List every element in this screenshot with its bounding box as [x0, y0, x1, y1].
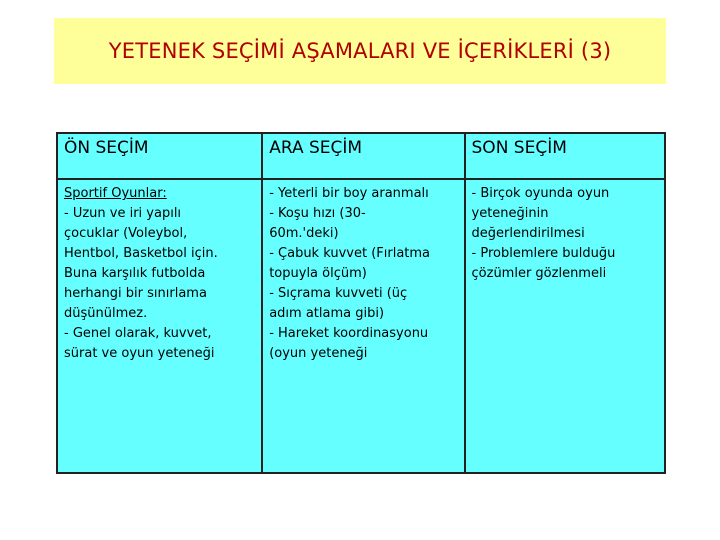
- cell-line: sürat ve oyun yeteneği: [64, 346, 215, 361]
- cell-line: - Problemlere bulduğu: [471, 246, 616, 261]
- cell-son-secim: [465, 179, 665, 473]
- cell-line: herhangi bir sınırlama: [64, 286, 207, 301]
- header-cell-ara-secim: ARA SEÇİM: [262, 133, 464, 179]
- cell-line: topuyla ölçüm): [269, 266, 367, 281]
- slide-title: YETENEK SEÇİMİ AŞAMALARI VE İÇERİKLERİ (3): [108, 39, 612, 63]
- cell-line: 60m.'deki): [269, 226, 339, 241]
- cell-line: - Uzun ve iri yapılı: [64, 206, 182, 221]
- cell-ara-secim: [262, 179, 464, 473]
- cell-line: - Genel olarak, kuvvet,: [64, 326, 212, 341]
- table-body-row: [57, 179, 665, 473]
- header-cell-on-secim: ÖN SEÇİM: [57, 133, 262, 179]
- cell-line: adım atlama gibi): [269, 306, 385, 321]
- cell-line: yeteneğinin: [471, 206, 549, 221]
- cell-line: düşünülmez.: [64, 306, 148, 321]
- cell-line: - Birçok oyunda oyun: [471, 186, 610, 201]
- cell-line: - Koşu hızı (30-: [269, 206, 366, 221]
- cell-on-secim: [57, 179, 262, 473]
- cell-line: - Sıçrama kuvveti (üç: [269, 286, 408, 301]
- cell-line: çözümler gözlenmeli: [471, 266, 607, 281]
- cell-line: değerlendirilmesi: [471, 226, 585, 241]
- header-cell-son-secim: SON SEÇİM: [465, 133, 665, 179]
- selection-stages-table: [56, 132, 666, 474]
- cell-heading-sportif-oyunlar: Sportif Oyunlar:: [64, 186, 167, 201]
- cell-line: Hentbol, Basketbol için.: [64, 246, 218, 261]
- cell-line: Buna karşılık futbolda: [64, 266, 206, 281]
- cell-line: çocuklar (Voleybol,: [64, 226, 188, 241]
- cell-line: - Hareket koordinasyonu: [269, 326, 429, 341]
- cell-line: - Çabuk kuvvet (Fırlatma: [269, 246, 431, 261]
- cell-line: (oyun yeteneği: [269, 346, 368, 361]
- cell-line: - Yeterli bir boy aranmalı: [269, 186, 429, 201]
- table-header-row: [57, 133, 665, 179]
- title-banner: [54, 18, 666, 84]
